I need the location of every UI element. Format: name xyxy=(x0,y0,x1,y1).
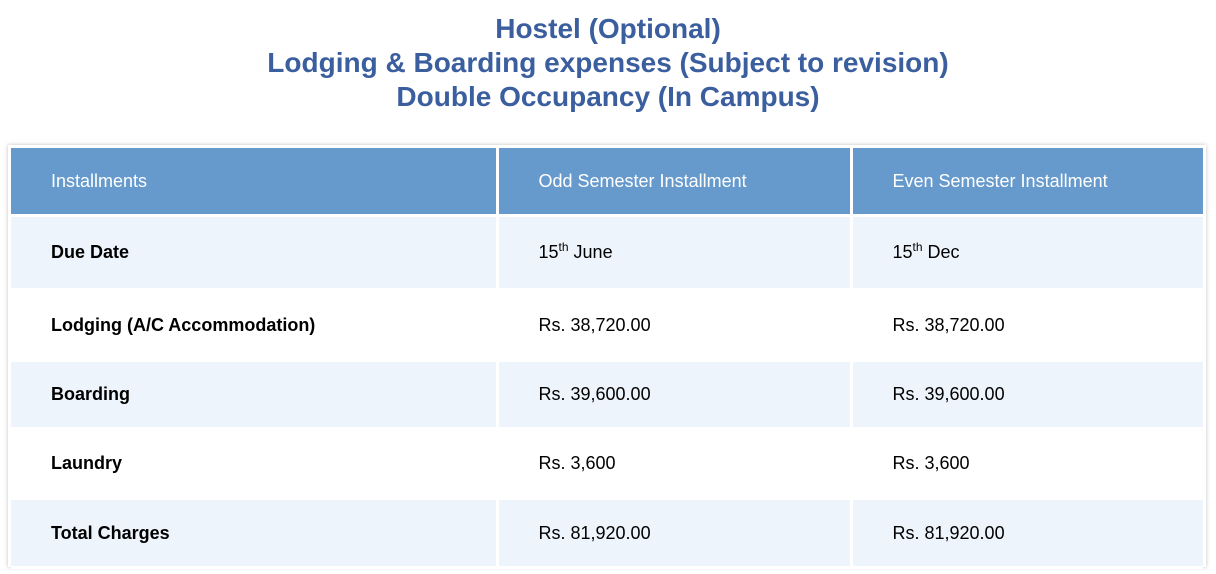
heading-line-2: Lodging & Boarding expenses (Subject to revision) xyxy=(267,47,949,78)
heading-line-1: Hostel (Optional) xyxy=(495,13,721,44)
cell-even: Rs. 81,920.00 xyxy=(851,499,1203,568)
header-odd-semester: Odd Semester Installment xyxy=(497,148,851,216)
row-label: Due Date xyxy=(11,216,497,290)
table-row-lodging xyxy=(11,290,1203,361)
fees-table xyxy=(11,148,1203,569)
due-date-even-suffix: th xyxy=(912,240,923,254)
row-label: Total Charges xyxy=(11,499,497,568)
cell-odd: Rs. 38,720.00 xyxy=(497,290,851,361)
cell-even: Rs. 3,600 xyxy=(851,429,1203,499)
due-date-odd-day: 15 xyxy=(538,242,559,262)
due-date-odd-month: June xyxy=(568,242,613,262)
cell-odd: Rs. 3,600 xyxy=(497,429,851,499)
cell-odd: Rs. 39,600.00 xyxy=(497,361,851,429)
cell-even: Rs. 38,720.00 xyxy=(851,290,1203,361)
due-date-odd xyxy=(497,216,851,290)
due-date-even-day: 15 xyxy=(892,242,913,262)
cell-odd: Rs. 81,920.00 xyxy=(497,499,851,568)
row-label: Laundry xyxy=(11,429,497,499)
row-label: Boarding xyxy=(11,361,497,429)
table-row-due-date xyxy=(11,216,1203,290)
cell-even: Rs. 39,600.00 xyxy=(851,361,1203,429)
table-row-total xyxy=(11,499,1203,568)
table-header-row xyxy=(11,148,1203,216)
header-even-semester: Even Semester Installment xyxy=(851,148,1203,216)
row-label: Lodging (A/C Accommodation) xyxy=(11,290,497,361)
table-row-laundry xyxy=(11,429,1203,499)
page-heading xyxy=(0,12,1216,114)
heading-line-3: Double Occupancy (In Campus) xyxy=(396,81,820,112)
due-date-odd-suffix: th xyxy=(558,240,569,254)
table-row-boarding xyxy=(11,361,1203,429)
due-date-even-month: Dec xyxy=(922,242,960,262)
header-installments: Installments xyxy=(11,148,497,216)
due-date-even xyxy=(851,216,1203,290)
fees-table-container xyxy=(8,145,1206,567)
